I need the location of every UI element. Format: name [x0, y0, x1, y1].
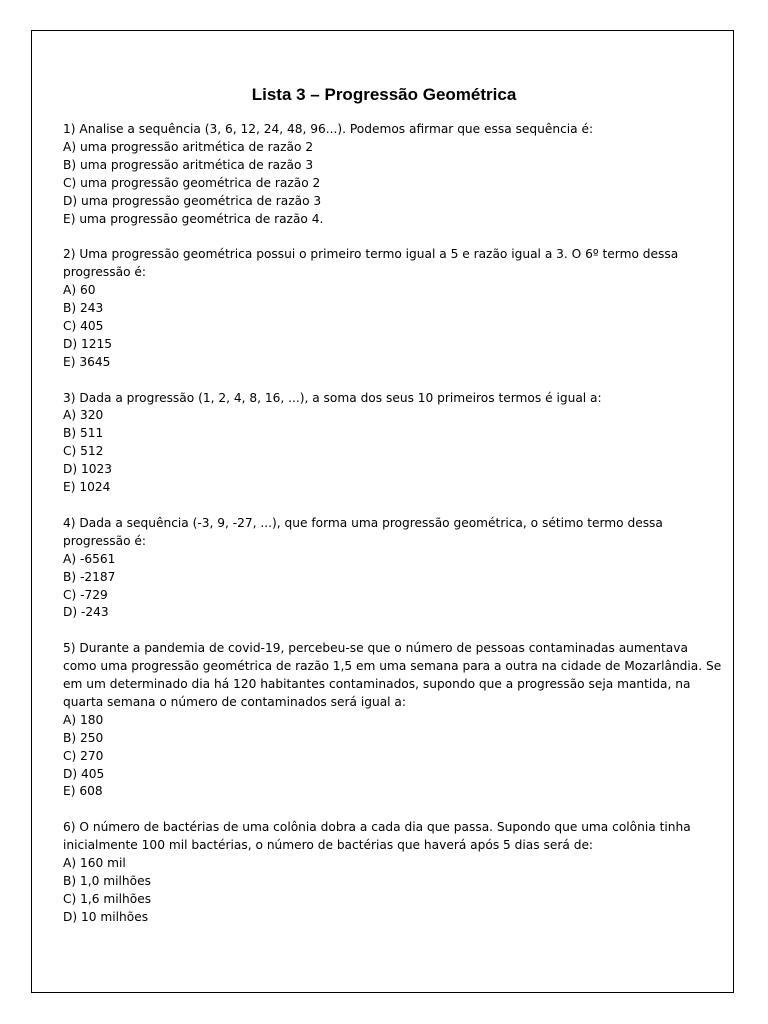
answer-option: C) 1,6 milhões [63, 891, 152, 906]
question-stem: 1) Analise a sequência (3, 6, 12, 24, 48, 96...). Podemos afirmar que essa sequência é: [63, 122, 594, 136]
answer-option: D) 1023 [63, 462, 113, 477]
answer-option: A) -6561 [63, 551, 116, 566]
answer-option: B) 243 [63, 301, 104, 316]
answer-option: C) 270 [63, 748, 104, 763]
answer-option: C) -729 [63, 587, 108, 602]
question-stem: 6) O número de bactérias de uma colônia dobra a cada dia que passa. Supondo que uma colônia tinha inicialmente 100 mil bactérias, o número de bactérias que haverá após 5 dias será de: [63, 820, 691, 853]
answer-option: E) 3645 [63, 354, 111, 369]
question-stem: 4) Dada a sequência (-3, 9, -27, ...), que forma uma progressão geométrica, o sétimo termo dessa progressão é: [63, 515, 663, 548]
page-title: Lista 3 – Progressão Geométrica [251, 85, 517, 104]
question-5 [63, 640, 723, 801]
answer-option: A) 320 [63, 408, 104, 423]
question-6 [63, 819, 723, 926]
answer-option: C) 405 [63, 318, 104, 333]
answer-option: E) 1024 [63, 480, 111, 495]
question-stem: 3) Dada a progressão (1, 2, 4, 8, 16, ...), a soma dos seus 10 primeiros termos é igual a: [63, 390, 602, 405]
question-3 [63, 390, 723, 497]
answer-option: D) -243 [63, 605, 109, 620]
answer-option: A) 180 [63, 712, 104, 727]
question-list [63, 121, 723, 945]
answer-option: B) 1,0 milhões [63, 873, 151, 888]
answer-option: C) uma progressão geométrica de razão 2 [63, 175, 321, 190]
question-1 [63, 121, 723, 228]
question-stem: 2) Uma progressão geométrica possui o primeiro termo igual a 5 e razão igual a 3. O 6º termo dessa progressão é: [63, 247, 679, 280]
answer-option: A) uma progressão aritmética de razão 2 [63, 139, 314, 154]
question-2 [63, 246, 723, 371]
answer-option: B) 511 [63, 426, 104, 441]
answer-option: D) 405 [63, 766, 105, 781]
question-4 [63, 515, 723, 622]
answer-option: D) uma progressão geométrica de razão 3 [63, 193, 322, 208]
answer-option: B) uma progressão aritmética de razão 3 [63, 157, 314, 172]
answer-option: E) 608 [63, 784, 103, 799]
answer-option: D) 1215 [63, 336, 113, 351]
answer-option: E) uma progressão geométrica de razão 4. [63, 211, 324, 226]
answer-option: C) 512 [63, 444, 104, 459]
question-stem: 5) Durante a pandemia de covid-19, percebeu-se que o número de pessoas contaminadas aumentava como uma progressão geométrica de razão 1,5 em uma semana para a outra na cidade de Mozarlândia. Se em um determinado dia há 120 habitantes contaminados, supondo que a progressão seja mantida, na quarta semana o número de contaminados será igual a: [63, 641, 722, 709]
answer-option: A) 160 mil [63, 856, 126, 871]
answer-option: A) 60 [63, 283, 96, 298]
answer-option: B) 250 [63, 730, 104, 745]
answer-option: D) 10 milhões [63, 909, 149, 924]
answer-option: B) -2187 [63, 569, 116, 584]
